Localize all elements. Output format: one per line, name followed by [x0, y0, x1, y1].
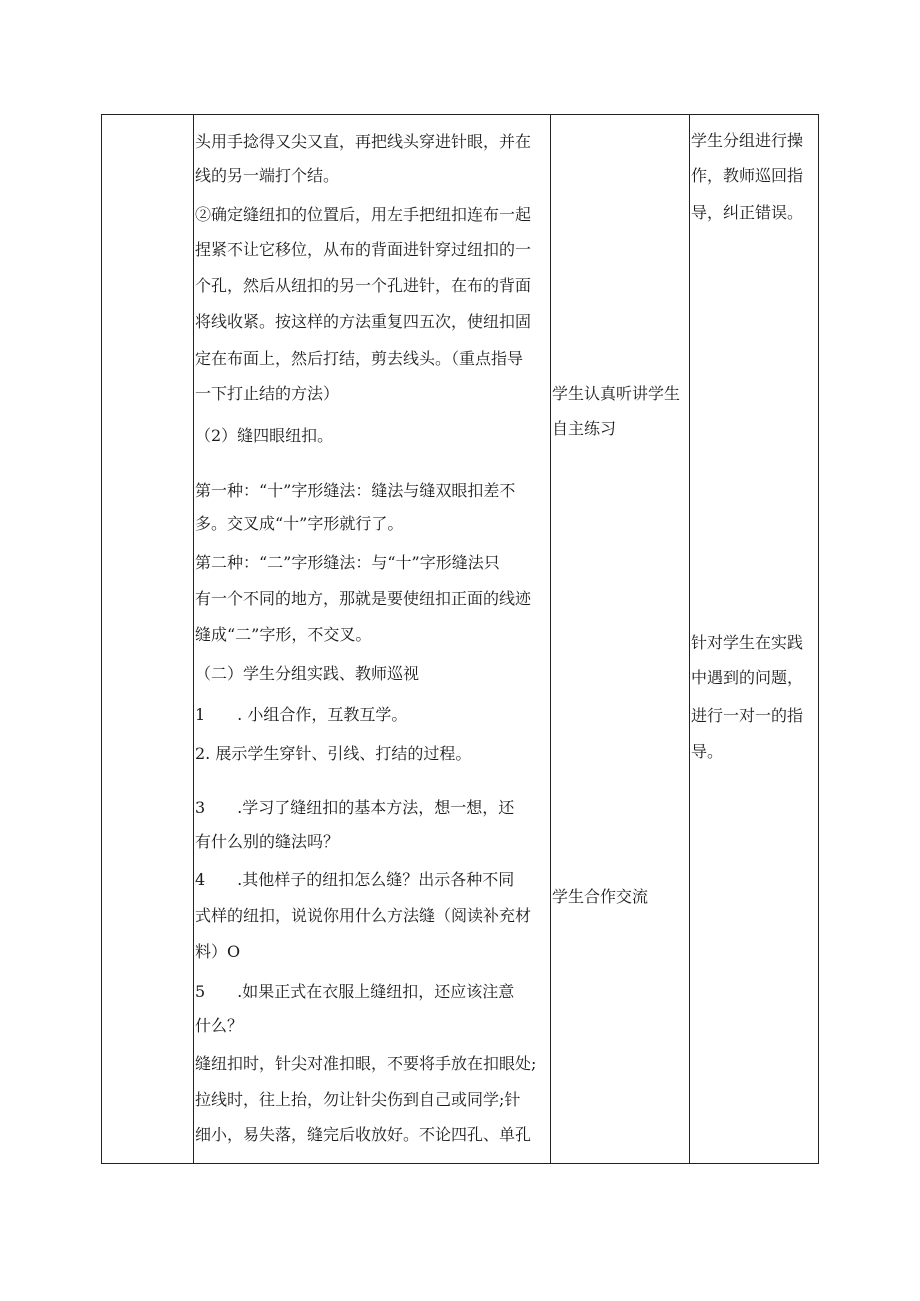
text-line: 5 .如果正式在衣服上缝纽扣，还应该注意 [195, 982, 515, 1001]
text-line: （2）缝四眼纽扣。 [195, 426, 334, 445]
text-line: 细小，易失落，缝完后收放好。不论四孔、单孔 [195, 1125, 532, 1144]
text-line: 缝成“二”字形，不交叉。 [195, 625, 372, 644]
text-line: 有什么别的缝法吗？ [195, 832, 340, 851]
text-line: 第二种：“二”字形缝法：与“十”字形缝法只 [195, 553, 500, 572]
text-line: ②确定缝纽扣的位置后，用左手把纽扣连布一起 [195, 205, 532, 224]
text-line: 捏紧不让它移位，从布的背面进针穿过纽扣的一 [195, 240, 532, 259]
text-line: 学生分组进行操 [691, 131, 804, 150]
text-line: 自主练习 [552, 419, 617, 438]
text-line: 有一个不同的地方，那就是要使纽扣正面的线迹 [195, 589, 532, 608]
text-line: 导。 [691, 742, 724, 761]
text-line: 作，教师巡回指 [691, 166, 804, 185]
text-line: 中遇到的问题， [691, 668, 804, 687]
text-line: 针对学生在实践 [691, 633, 804, 652]
text-line: 1 . 小组合作，互教互学。 [195, 705, 408, 724]
text-line: 多。交叉成“十”字形就行了。 [195, 514, 404, 533]
text-line: 导，纠正错误。 [691, 203, 804, 222]
text-line: 一下打止结的方法） [195, 384, 340, 403]
text-line: 学生合作交流 [552, 887, 649, 906]
text-line: 第一种：“十”字形缝法：缝法与缝双眼扣差不 [195, 481, 516, 500]
text-line: 将线收紧。按这样的方法重复四五次，使纽扣固 [195, 312, 532, 331]
text-line: 进行一对一的指 [691, 706, 804, 725]
text-line: 3 .学习了缝纽扣的基本方法，想一想，还 [195, 798, 515, 817]
text-line: 缝纽扣时，针尖对准扣眼，不要将手放在扣眼处; [195, 1054, 537, 1073]
text-line: 式样的纽扣，说说你用什么方法缝（阅读补充材 [195, 906, 532, 925]
column-divider [193, 115, 194, 1163]
column-divider [689, 115, 690, 1163]
text-line: 2. 展示学生穿针、引线、打结的过程。 [195, 744, 472, 763]
text-line: 线的另一端打个结。 [195, 166, 340, 185]
text-line: 料）O [195, 942, 241, 961]
text-line: 个孔，然后从纽扣的另一个孔进针，在布的背面 [195, 276, 532, 295]
column-divider [550, 115, 551, 1163]
lesson-table [101, 114, 819, 1164]
text-line: 学生认真听讲学生 [552, 384, 681, 403]
text-line: （二）学生分组实践、教师巡视 [195, 664, 420, 683]
text-line: 头用手捻得又尖又直，再把线头穿进针眼，并在 [195, 132, 532, 151]
text-line: 什么？ [195, 1016, 244, 1035]
text-line: 拉线时，往上抬，勿让针尖伤到自己或同学;针 [195, 1090, 521, 1109]
text-line: 4 .其他样子的纽扣怎么缝？出示各种不同 [195, 870, 515, 889]
text-line: 定在布面上，然后打结，剪去线头。（重点指导 [195, 349, 524, 368]
